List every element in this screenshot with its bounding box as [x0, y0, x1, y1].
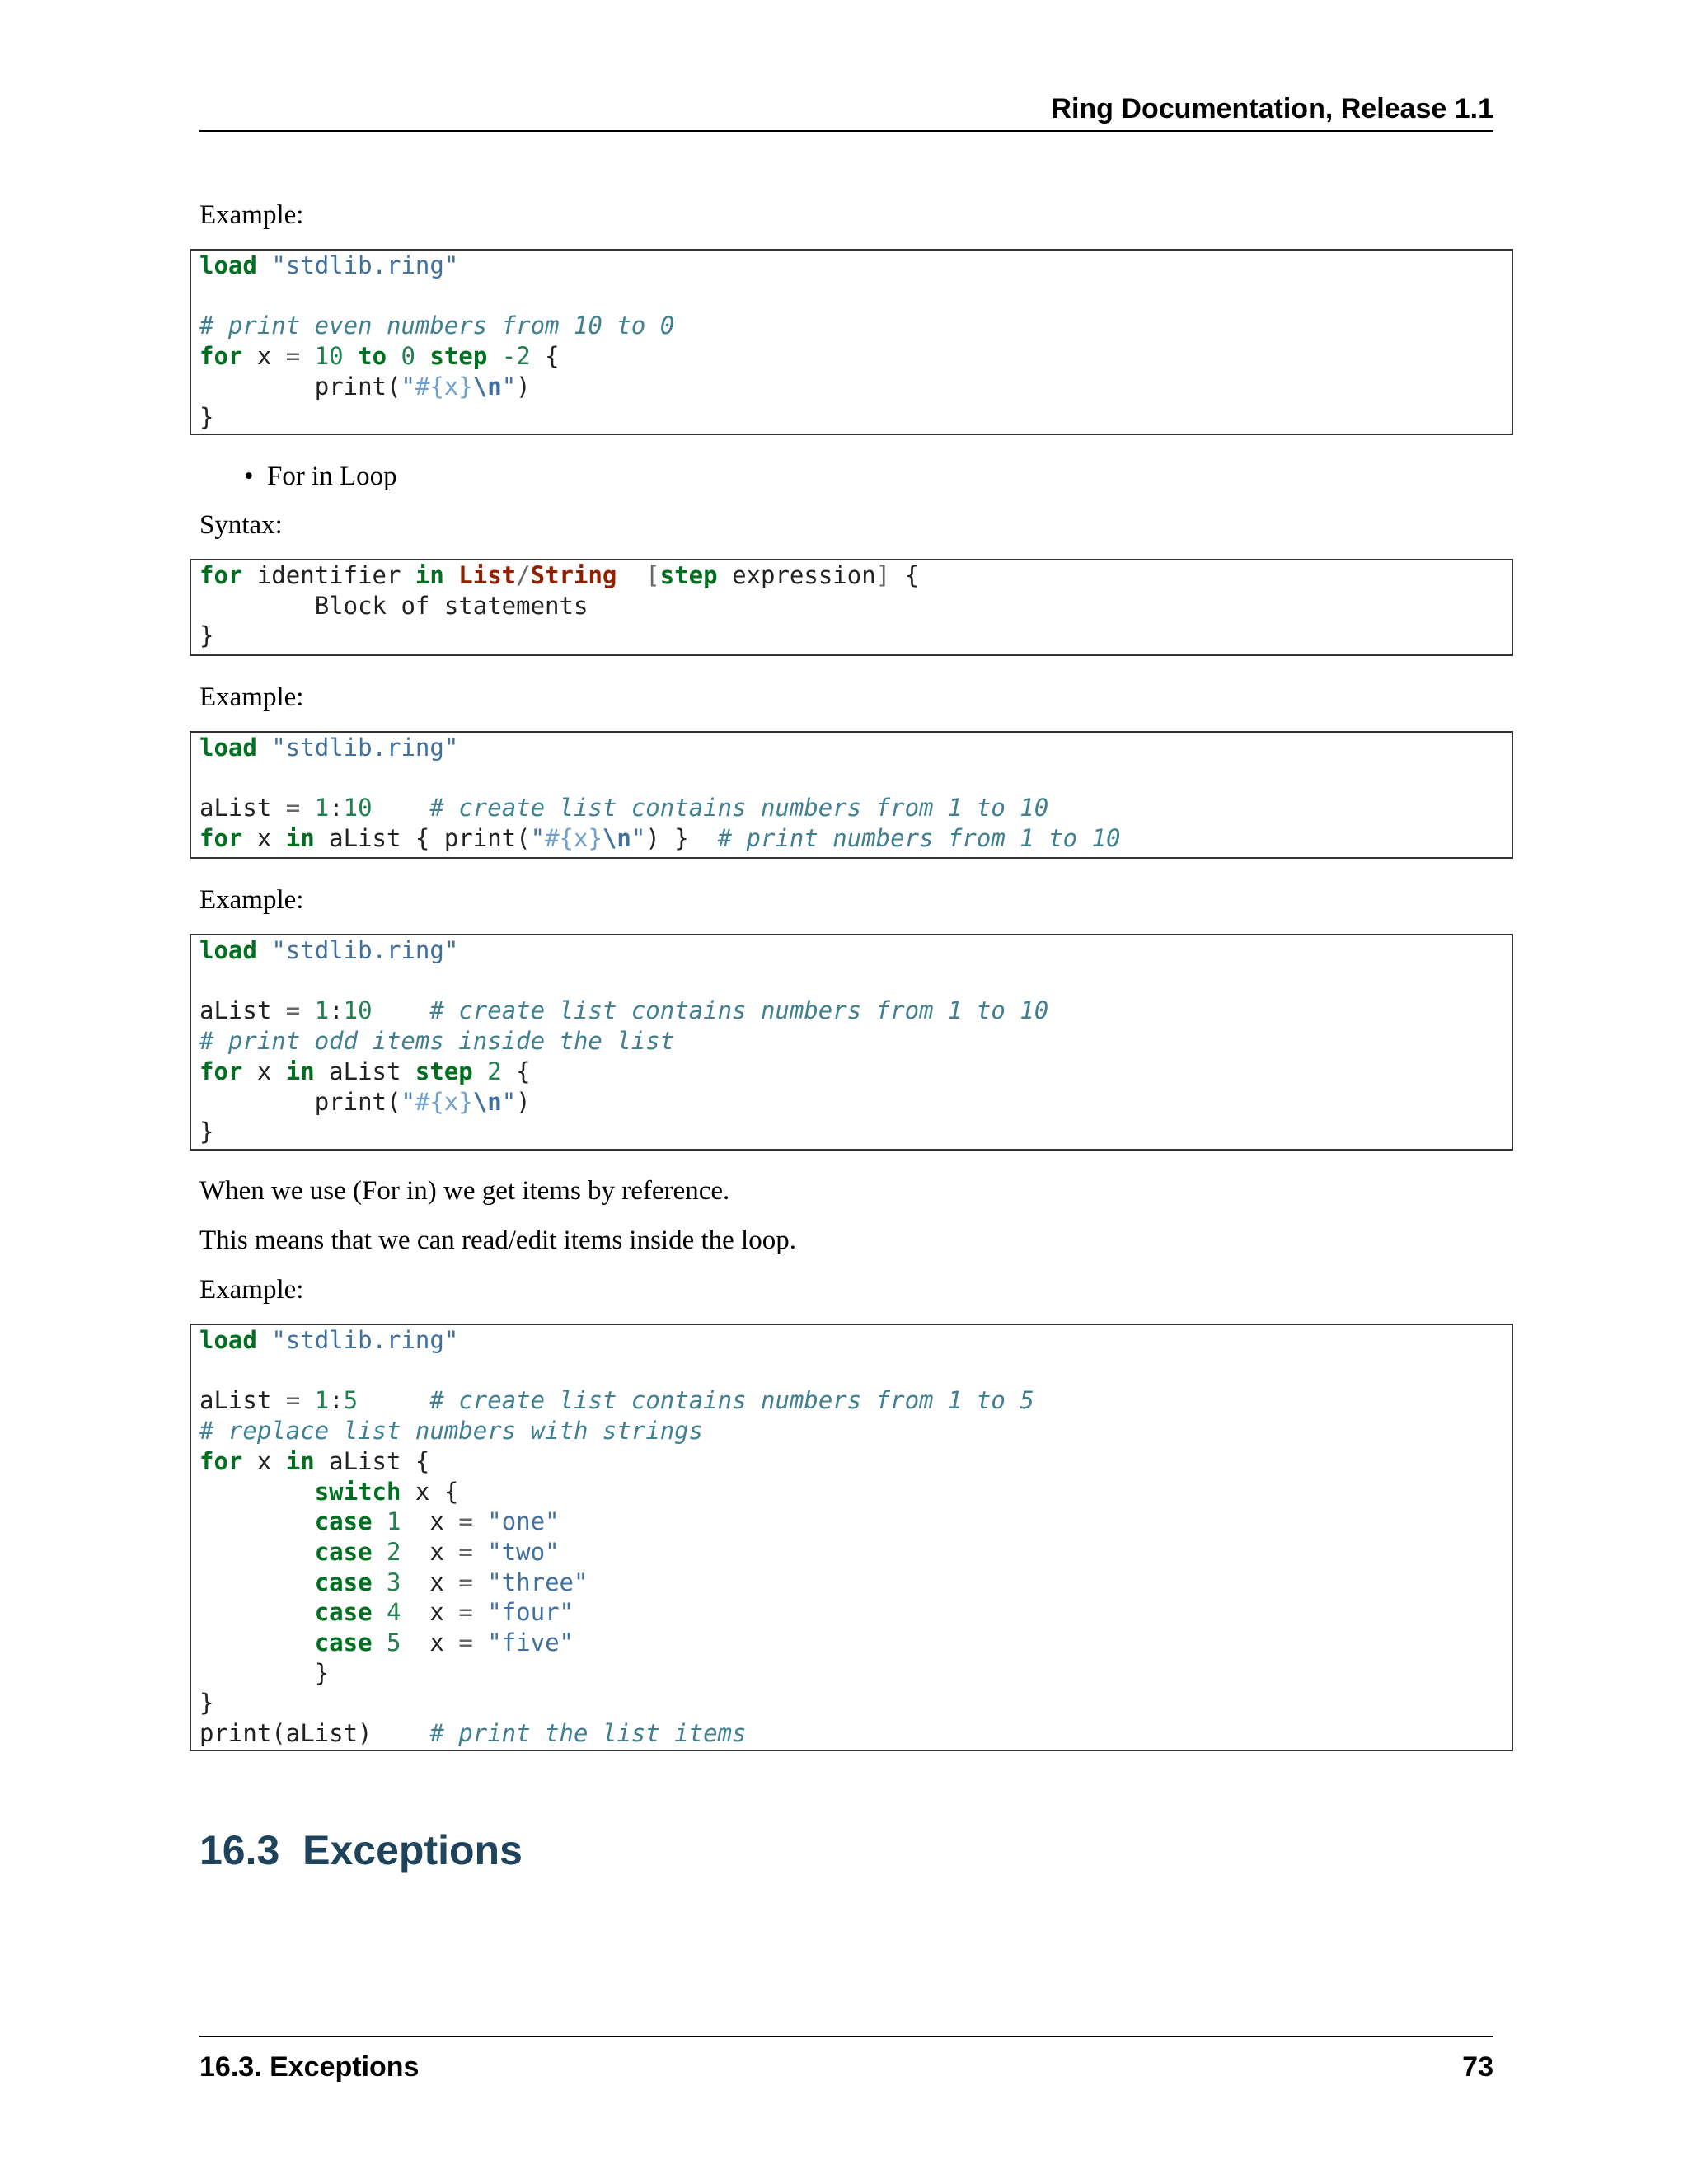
document-title: Ring Documentation, Release 1.1 — [1051, 93, 1493, 124]
code-text: load "stdlib.ring" aList = 1:10 # create list contains numbers from 1 to 10 # print odd items inside the list for x in aList step 2 { print("#{x}\n") } — [199, 936, 1049, 1146]
code-block-for-in — [190, 731, 1513, 859]
page-number: 73 — [1462, 2051, 1493, 2083]
example-label: Example: — [199, 682, 304, 712]
section-heading — [199, 1825, 523, 1875]
syntax-label: Syntax: — [199, 510, 283, 540]
code-block-for-in-step — [190, 934, 1513, 1151]
code-text: load "stdlib.ring" # print even numbers from 10 to 0 for x = 10 to 0 step -2 { print("#{x}\n") } — [199, 251, 675, 431]
code-block-syntax — [190, 559, 1513, 656]
example-label: Example: — [199, 885, 304, 915]
paragraph-by-reference: When we use (For in) we get items by reference. — [199, 1176, 730, 1206]
footer-section: 16.3. Exceptions — [199, 2051, 420, 2083]
code-text: load "stdlib.ring" aList = 1:5 # create list contains numbers from 1 to 5 # replace list numbers with strings for x in aList { switch x { case 1 x = "one" case 2 x = "two" case 3 x = "three" case 4 x = "four" case 5 x = "five" } } print(aList) # print the list items — [199, 1326, 1034, 1748]
bullet-marker: • — [244, 462, 254, 491]
bullet-item — [244, 460, 397, 493]
code-text: for identifier in List/String [step expression] { Block of statements } — [199, 561, 920, 650]
example-label: Example: — [199, 200, 304, 230]
bullet-text: For in Loop — [267, 462, 397, 491]
code-block-for-step — [190, 249, 1513, 435]
page-header — [199, 92, 1493, 132]
code-text: load "stdlib.ring" aList = 1:10 # create list contains numbers from 1 to 10 for x in aList { print("#{x}\n") } # print numbers from 1 to 10 — [199, 733, 1121, 853]
section-title: Exceptions — [302, 1827, 523, 1873]
example-label: Example: — [199, 1275, 304, 1305]
section-number: 16.3 — [199, 1827, 280, 1873]
page-footer — [199, 2036, 1493, 2087]
paragraph-read-edit: This means that we can read/edit items inside the loop. — [199, 1226, 796, 1255]
code-block-replace-items — [190, 1324, 1513, 1751]
